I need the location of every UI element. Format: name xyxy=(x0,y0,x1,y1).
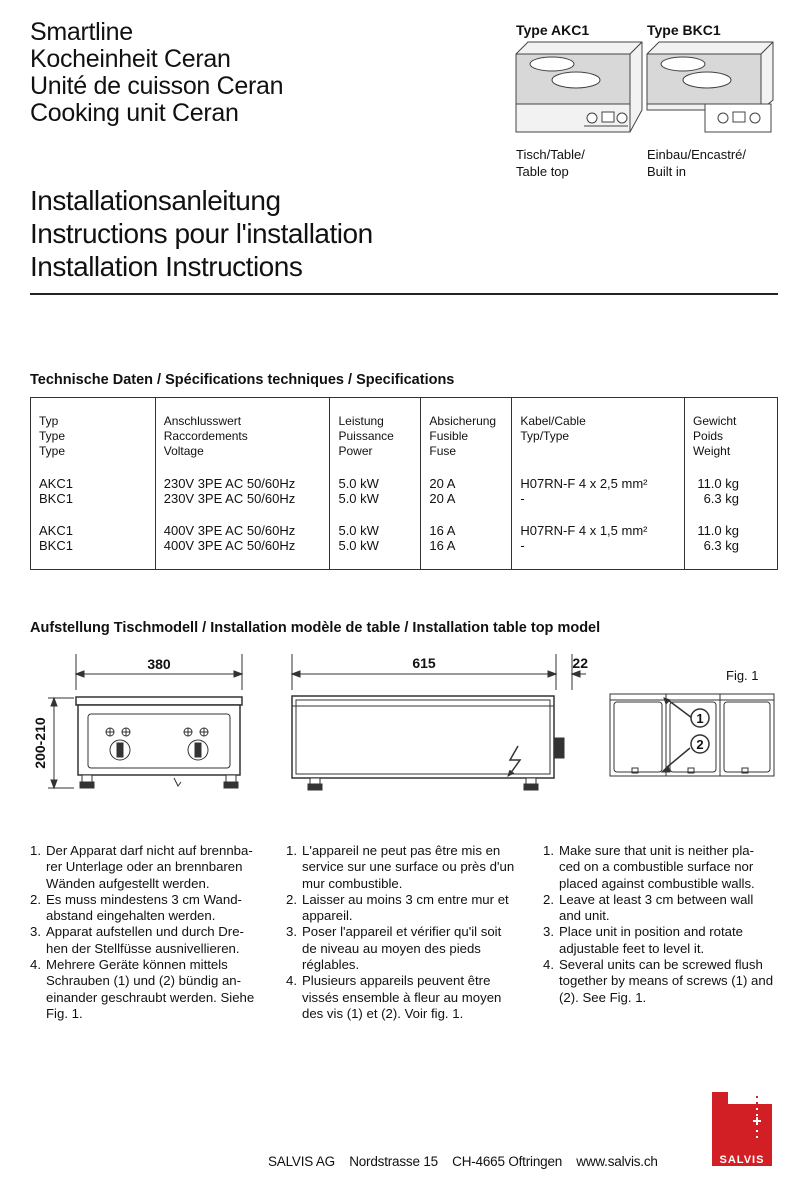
akc1-caption xyxy=(516,146,585,180)
list-item: 1. Der Apparat darf nicht auf brennba-rer Unterlage oder an brennbaren Wänden aufgestellt werden. xyxy=(30,843,253,891)
doc-title-line: Instructions pour l'installation xyxy=(30,218,373,249)
list-item: 3. Poser l'appareil et vérifier qu'il soit de niveau au moyen des pieds réglables. xyxy=(286,924,502,973)
table-cell: 11.0 kg 6.3 kg xyxy=(685,474,778,506)
header-cell: Gewicht Poids Weight xyxy=(685,398,778,475)
footer-street: Nordstrasse 15 xyxy=(349,1154,438,1169)
bkc1-caption xyxy=(647,146,746,180)
document-title xyxy=(30,184,373,283)
table-cell: H07RN-F 4 x 1,5 mm² - xyxy=(512,506,685,570)
caption-line: Table top xyxy=(516,164,569,179)
list-item: 3. Apparat aufstellen und durch Dre-hen der Stellfüsse ausnivellieren. xyxy=(30,924,244,956)
doc-title-line: Installationsanleitung xyxy=(30,185,281,216)
title-line: Smartline xyxy=(30,18,133,46)
header-cell: Anschlusswert Raccordements Voltage xyxy=(155,398,330,475)
list-item: 4. Mehrere Geräte können mittels Schrauben (1) und (2) bündig an-einander geschraubt werden. Siehe Fig. 1. xyxy=(30,957,255,1021)
header-cell: Leistung Puissance Power xyxy=(330,398,421,475)
header-rule xyxy=(30,293,778,295)
type-akc1-label: Type AKC1 xyxy=(516,22,590,38)
table-cell: 16 A 16 A xyxy=(421,506,512,570)
dim-height-label: 200-210 xyxy=(32,717,48,769)
installation-section-title: Aufstellung Tischmodell / Installation modèle de table / Installation table top model xyxy=(30,620,601,636)
title-line: Unité de cuisson Ceran xyxy=(30,72,284,100)
instructions-de xyxy=(30,843,262,1022)
footer-website[interactable]: www.salvis.ch xyxy=(576,1154,658,1169)
type-bkc1-label: Type BKC1 xyxy=(647,22,721,38)
list-item: 3. Place unit in position and rotate adjustable feet to level it. xyxy=(543,924,744,956)
side-view-drawing xyxy=(286,650,596,800)
list-item: 2. Laisser au moins 3 cm entre mur et appareil. xyxy=(286,891,509,924)
table-cell: AKC1 BKC1 xyxy=(39,523,73,553)
list-item: 4. Several units can be screwed flush together by means of screws (1) and (2). See Fig. 1. xyxy=(543,957,774,1005)
footer-city: CH-4665 Oftringen xyxy=(452,1154,563,1169)
header-cell: Absicherung Fusible Fuse xyxy=(421,398,512,475)
table-cell: AKC1 BKC1 xyxy=(39,476,73,506)
specs-table xyxy=(30,397,778,570)
table-cell: 11.0 kg 6.3 kg xyxy=(685,506,778,570)
specs-header-row xyxy=(31,398,778,475)
caption-line: Built in xyxy=(647,164,687,179)
salvis-logo xyxy=(710,1092,774,1166)
instructions-en xyxy=(543,843,775,1006)
table-row xyxy=(31,506,778,570)
list-item: 4. Plusieurs appareils peuvent être vissés ensemble à fleur au moyen des vis (1) et (2). Voir fig. 1. xyxy=(286,973,502,1021)
header-cell: Kabel/Cable Typ/Type xyxy=(512,398,685,475)
header-cell: Typ Type Type xyxy=(39,414,66,458)
instructions-fr xyxy=(286,843,518,1022)
list-item: 2. Leave at least 3 cm between wall and unit. xyxy=(543,891,754,924)
list-item: 1. Make sure that unit is neither pla-ced on a combustible surface nor placed against combustible walls. xyxy=(543,843,755,891)
title-line: Cooking unit Ceran xyxy=(30,99,239,127)
table-cell: 230V 3PE AC 50/60Hz 230V 3PE AC 50/60Hz xyxy=(155,474,330,506)
bkc1-illustration xyxy=(645,40,775,140)
footer-company: SALVIS AG xyxy=(268,1154,335,1169)
specs-section-title: Technische Daten / Spécifications techniques / Specifications xyxy=(30,372,455,388)
list-item: 2. Es muss mindestens 3 cm Wand-abstand eingehalten werden. xyxy=(30,891,242,924)
table-cell: 5.0 kW 5.0 kW xyxy=(330,506,421,570)
screw-1-label: 1 xyxy=(696,711,704,726)
caption-line: Tisch/Table/ xyxy=(516,147,585,162)
table-cell: H07RN-F 4 x 2,5 mm² - xyxy=(512,474,685,506)
dim-gap-label: 22 xyxy=(572,655,588,671)
front-view-drawing xyxy=(28,650,280,800)
list-item: 1. L'appareil ne peut pas être mis en service sur une surface ou près d'un mur combustible. xyxy=(286,843,515,891)
fig-label: Fig. 1 xyxy=(726,668,759,683)
title-line: Kocheinheit Ceran xyxy=(30,45,231,73)
table-cell: 5.0 kW 5.0 kW xyxy=(330,474,421,506)
table-cell: 400V 3PE AC 50/60Hz 400V 3PE AC 50/60Hz xyxy=(155,506,330,570)
footer-address xyxy=(268,1154,658,1169)
dim-depth-label: 615 xyxy=(412,655,436,671)
caption-line: Einbau/Encastré/ xyxy=(647,147,747,162)
screw-2-label: 2 xyxy=(696,737,704,752)
product-title xyxy=(30,19,283,127)
dim-width-label: 380 xyxy=(147,656,171,672)
table-cell: 20 A 20 A xyxy=(421,474,512,506)
doc-title-line: Installation Instructions xyxy=(30,251,303,282)
fig1-drawing xyxy=(604,684,784,784)
table-row xyxy=(31,474,778,506)
logo-text: SALVIS xyxy=(719,1154,765,1166)
akc1-illustration xyxy=(514,40,644,140)
